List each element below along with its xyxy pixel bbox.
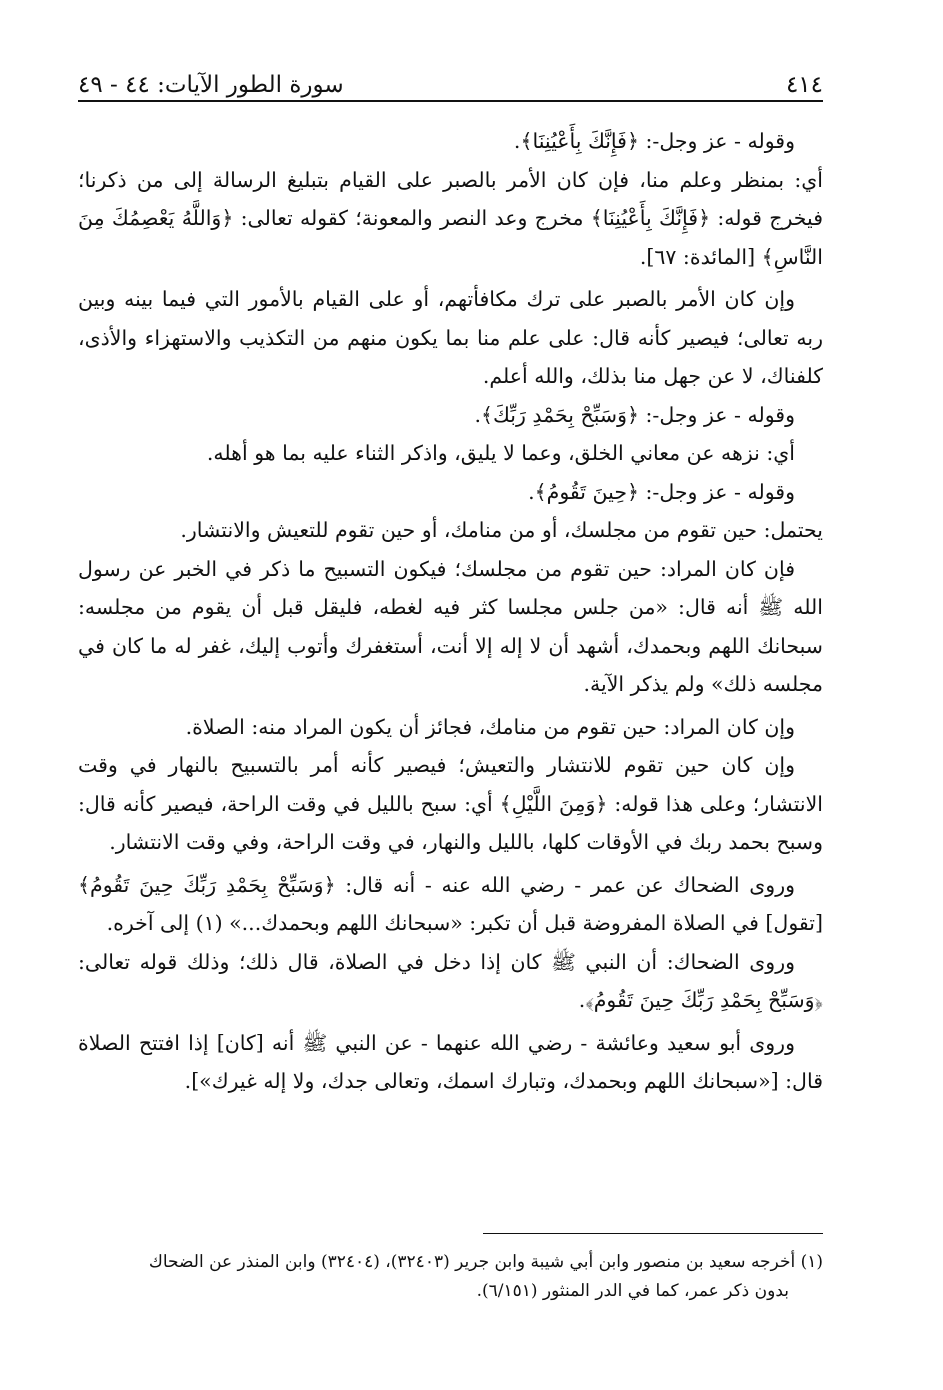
paragraph-4: وقوله - عز وجل-: ﴿وَسَبِّحْ بِحَمْدِ رَبِّكَ﴾. (474, 402, 795, 427)
paragraph-10: وإن كان حين تقوم للانتشار والتعيش؛ فيصير كأنه أمر بالتسبيح بالنهار في وقت الانتشار؛ وعلى هذا قوله: ﴿وَمِنَ اللَّيْلِ﴾ أي: سبح بالليل في وقت الراحة، فيصير كأنه قال: وسبح بحمد ربك في الأوقات كلها، بالليل والنهار، في وقت الراحة، وفي وقت الانتشار. (78, 753, 823, 854)
header-rule (78, 100, 823, 102)
page-header (78, 62, 823, 98)
footnote-rule (483, 1233, 823, 1234)
paragraph-2: أي: بمنظر وعلم منا، فإن كان الأمر بالصبر على القيام بتبليغ الرسالة إلى من ذكرنا؛ فيخرج قوله: ﴿فَإِنَّكَ بِأَعْيُنِنَا﴾ مخرج وعد النصر والمعونة؛ كقوله تعالى: ﴿وَاللَّهُ يَعْصِمُكَ مِنَ النَّاسِ﴾ [المائدة: ٦٧]. (78, 167, 823, 269)
paragraph-9: وإن كان المراد: حين تقوم من منامك، فجائز أن يكون المراد منه: الصلاة. (185, 714, 795, 739)
paragraph-6: وقوله - عز وجل-: ﴿حِينَ تَقُومُ﴾. (528, 479, 795, 504)
paragraph-8: فإن كان المراد: حين تقوم من مجلسك؛ فيكون التسبيح ما ذكر في الخبر عن رسول الله ﷺ أنه قال: «من جلس مجلسا كثر فيه لغطه، فليقل قبل أن يقوم من مجلسه: سبحانك اللهم وبحمدك، أشهد أن لا إله إلا أنت، أستغفرك وأتوب إليك، غفر له ما كان في مجلسه ذلك» ولم يذكر الآية. (78, 556, 823, 696)
paragraph-12: وروى الضحاك: أن النبي ﷺ كان إذا دخل في الصلاة، قال ذلك؛ وذلك قوله تعالى: ﴿وَسَبِّحْ بِحَمْدِ رَبِّكَ حِينَ تَقُومُ﴾. (78, 949, 823, 1012)
body-text (78, 122, 823, 1101)
paragraph-5: أي: نزهه عن معاني الخلق، وعما لا يليق، واذكر الثناء عليه بما هو أهله. (206, 441, 795, 465)
paragraph-7: يحتمل: حين تقوم من مجلسك، أو من منامك، أو حين تقوم للتعيش والانتشار. (180, 518, 823, 542)
footnote (78, 1248, 823, 1306)
footnote-line-1: (١) أخرجه سعيد بن منصور وابن أبي شيبة وابن جرير (٣٢٤٠٣)، (٣٢٤٠٤) وابن المنذر عن الضحاك (148, 1252, 823, 1272)
running-title: سورة الطور الآيات: ٤٤ - ٤٩ (78, 72, 344, 98)
paragraph-11: وروى الضحاك عن عمر - رضي الله عنه - أنه قال: ﴿وَسَبِّحْ بِحَمْدِ رَبِّكَ حِينَ تَقُومُ﴾ [تقول] في الصلاة المفروضة قبل أن تكبر: «سبحانك اللهم وبحمدك...» (١) إلى آخره. (78, 872, 823, 935)
paragraph-13: وروى أبو سعيد وعائشة - رضي الله عنهما - عن النبي ﷺ أنه [كان] إذا افتتح الصلاة قال: [«سبحانك اللهم وبحمدك، وتبارك اسمك، وتعالى جدك، ولا إله غيرك»]. (78, 1030, 823, 1093)
page-number: ٤١٤ (785, 72, 823, 98)
footnote-line-2: بدون ذكر عمر، كما في الدر المنثور (٦/١٥١). (476, 1281, 789, 1301)
paragraph-1: وقوله - عز وجل-: ﴿فَإِنَّكَ بِأَعْيُنِنَا﴾. (513, 129, 795, 153)
paragraph-3: وإن كان الأمر بالصبر على ترك مكافأتهم، أو على القيام بالأمور التي فيما بينه وبين ربه تعالى؛ فيصير كأنه قال: على علم منا بما يكون منهم من التكذيب والاستهزاء والأذى، كلفناك، لا عن جهل منا بذلك، والله أعلم. (78, 287, 823, 388)
